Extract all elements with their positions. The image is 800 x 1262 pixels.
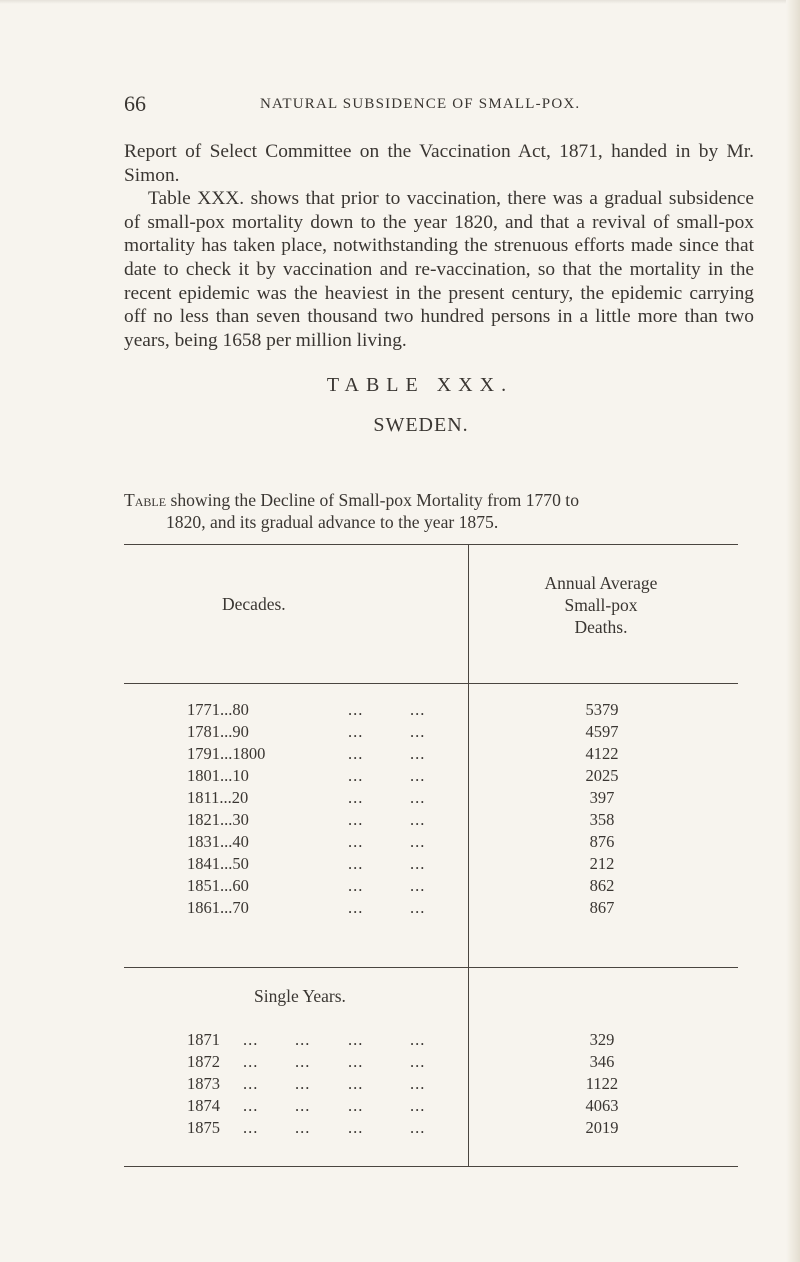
leader-dots: ... <box>348 700 364 719</box>
leader-dots: ... <box>348 744 364 763</box>
year-value: 329 <box>589 1030 615 1049</box>
leader-dots: ... <box>243 1118 259 1137</box>
year-value: 2019 <box>585 1118 619 1137</box>
leader-dots: ... <box>243 1096 259 1115</box>
leader-dots: ... <box>348 876 364 895</box>
table-row <box>0 854 800 876</box>
decade-label: 1821...30 <box>187 810 249 829</box>
table-row <box>0 876 800 898</box>
body-text <box>124 140 754 352</box>
column-header-line-3: Deaths. <box>574 617 628 637</box>
running-head <box>0 91 800 121</box>
leader-dots: ... <box>348 1030 364 1049</box>
decade-value: 2025 <box>585 766 619 785</box>
leader-dots: ... <box>295 1074 311 1093</box>
leader-dots: ... <box>410 832 426 851</box>
table-row <box>0 1118 800 1140</box>
decade-value: 4597 <box>585 722 619 741</box>
leader-dots: ... <box>348 788 364 807</box>
year-value: 1122 <box>585 1074 619 1093</box>
leader-dots: ... <box>410 898 426 917</box>
table-row <box>0 1074 800 1096</box>
paragraph-report: Report of Select Committee on the Vaccination Act, 1871, handed in by Mr. Simon. <box>124 141 754 186</box>
leader-dots: ... <box>348 1074 364 1093</box>
table-row <box>0 744 800 766</box>
caption-line1: showing the Decline of Small-pox Mortality from 1770 to <box>170 490 579 510</box>
year-label: 1871 <box>187 1030 220 1049</box>
leader-dots: ... <box>243 1052 259 1071</box>
leader-dots: ... <box>348 722 364 741</box>
decade-value: 212 <box>589 854 615 873</box>
table-row <box>0 766 800 788</box>
column-header-line-1: Annual Average <box>544 573 658 593</box>
table-bottom-rule <box>124 1166 738 1167</box>
leader-dots: ... <box>348 1096 364 1115</box>
decade-label: 1851...60 <box>187 876 249 895</box>
leader-dots: ... <box>348 1052 364 1071</box>
decade-value: 867 <box>589 898 615 917</box>
year-label: 1872 <box>187 1052 220 1071</box>
single-years-heading: Single Years. <box>254 986 346 1006</box>
decade-value: 5379 <box>585 700 619 719</box>
decade-label: 1831...40 <box>187 832 249 851</box>
year-label: 1873 <box>187 1074 220 1093</box>
decade-label: 1861...70 <box>187 898 249 917</box>
page-number: 66 <box>124 91 146 116</box>
column-header-line-2: Small-pox <box>564 595 638 615</box>
leader-dots: ... <box>295 1118 311 1137</box>
decade-label: 1791...1800 <box>187 744 266 763</box>
leader-dots: ... <box>410 700 426 719</box>
leader-dots: ... <box>410 744 426 763</box>
decade-value: 4122 <box>585 744 619 763</box>
leader-dots: ... <box>410 722 426 741</box>
leader-dots: ... <box>295 1096 311 1115</box>
table-country: SWEDEN. <box>373 414 469 436</box>
leader-dots: ... <box>348 898 364 917</box>
running-title: NATURAL SUBSIDENCE OF SMALL-POX. <box>260 96 581 112</box>
leader-dots: ... <box>295 1052 311 1071</box>
leader-dots: ... <box>243 1030 259 1049</box>
decade-label: 1841...50 <box>187 854 249 873</box>
leader-dots: ... <box>410 1096 426 1115</box>
table-caption <box>124 489 764 533</box>
leader-dots: ... <box>410 810 426 829</box>
table-row <box>0 788 800 810</box>
leader-dots: ... <box>410 1118 426 1137</box>
leader-dots: ... <box>348 832 364 851</box>
table-row <box>0 832 800 854</box>
table-title: TABLE XXX. <box>326 374 514 396</box>
paragraph-table-summary: Table XXX. shows that prior to vaccination, there was a gradual subsidence of small-pox mortality down to the year 1820, and that a revival of small-pox mortality has taken place, notwithstanding the strenuous efforts made since that date to check it by vaccination and re-vaccination, so that the mortality in the recent epidemic was the heaviest in the present century, the epidemic carrying off no less than seven thousand two hundred persons in a little more than two years, being 1658 per million living. <box>124 188 754 351</box>
table-row <box>0 1096 800 1118</box>
decade-value: 876 <box>589 832 615 851</box>
leader-dots: ... <box>410 854 426 873</box>
decade-value: 862 <box>589 876 615 895</box>
leader-dots: ... <box>243 1074 259 1093</box>
leader-dots: ... <box>410 1074 426 1093</box>
table-header-rule <box>124 683 738 684</box>
caption-lead: Table <box>124 490 167 510</box>
leader-dots: ... <box>410 788 426 807</box>
table-row <box>0 898 800 920</box>
decade-value: 397 <box>589 788 615 807</box>
column-header-decades: Decades. <box>222 594 286 614</box>
decade-label: 1781...90 <box>187 722 249 741</box>
table-section-rule <box>124 967 738 968</box>
leader-dots: ... <box>348 1118 364 1137</box>
column-header-annual-average <box>470 572 732 638</box>
decade-label: 1771...80 <box>187 700 249 719</box>
leader-dots: ... <box>295 1030 311 1049</box>
table-row <box>0 1030 800 1052</box>
leader-dots: ... <box>410 766 426 785</box>
table-row <box>0 810 800 832</box>
leader-dots: ... <box>410 876 426 895</box>
year-value: 346 <box>589 1052 615 1071</box>
table-row <box>0 722 800 744</box>
decade-label: 1811...20 <box>187 788 249 807</box>
decade-value: 358 <box>589 810 615 829</box>
table-row <box>0 700 800 722</box>
table-top-rule <box>124 544 738 545</box>
leader-dots: ... <box>348 766 364 785</box>
leader-dots: ... <box>348 854 364 873</box>
decade-label: 1801...10 <box>187 766 249 785</box>
year-label: 1874 <box>187 1096 220 1115</box>
table-row <box>0 1052 800 1074</box>
leader-dots: ... <box>348 810 364 829</box>
year-label: 1875 <box>187 1118 220 1137</box>
page-top-edge <box>0 0 800 4</box>
caption-line2: 1820, and its gradual advance to the year 1875. <box>166 512 499 532</box>
leader-dots: ... <box>410 1052 426 1071</box>
leader-dots: ... <box>410 1030 426 1049</box>
year-value: 4063 <box>585 1096 619 1115</box>
